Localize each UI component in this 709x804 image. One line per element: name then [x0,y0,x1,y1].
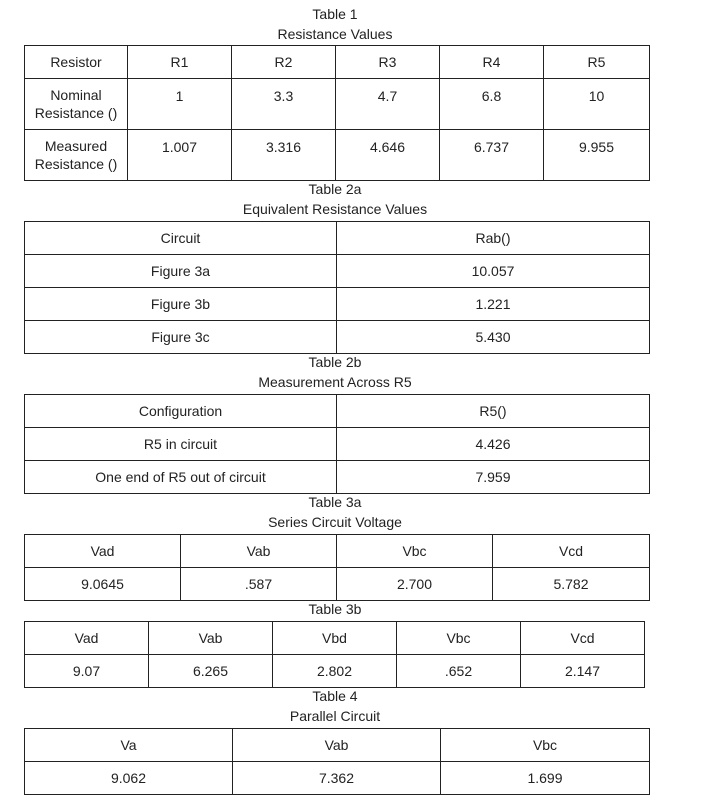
table3a-subtitle: Series Circuit Voltage [268,514,402,530]
cell: 5.430 [337,321,650,354]
table4-caption: Table 4 [312,688,358,704]
table2a-caption: Table 2a [308,181,362,197]
table2b-measurement-r5 [24,394,650,494]
table-row [25,222,650,255]
cell: 2.802 [273,655,397,688]
header-cell: Vad [25,622,149,655]
cell: 2.700 [337,568,493,601]
cell: 2.147 [521,655,645,688]
table2a-equivalent-resistance [24,221,650,354]
table-row [25,762,650,795]
header-cell: R3 [336,46,440,79]
cell: R5 in circuit [25,428,337,461]
table3b-caption: Table 3b [308,601,362,617]
table-row [25,395,650,428]
table-row [25,622,645,655]
header-cell: R5 [544,46,650,79]
table2a-subtitle: Equivalent Resistance Values [242,201,428,217]
cell: 4.7 [336,79,440,130]
table-row [25,130,650,181]
cell: 4.646 [336,130,440,181]
cell: .587 [181,568,337,601]
cell: 6.737 [440,130,544,181]
cell: 10.057 [337,255,650,288]
cell: 1.007 [128,130,232,181]
header-cell: R5() [337,395,650,428]
header-cell: Vbc [397,622,521,655]
header-cell: Va [25,729,233,762]
table-row [25,321,650,354]
table3a-caption: Table 3a [308,494,362,510]
cell: 4.426 [337,428,650,461]
table-row [25,461,650,494]
table-row [25,428,650,461]
cell: 1 [128,79,232,130]
table-row [25,288,650,321]
cell: 9.955 [544,130,650,181]
table1-caption: Table 1 [312,6,358,22]
cell: Figure 3a [25,255,337,288]
header-cell: Circuit [25,222,337,255]
header-cell: Rab() [337,222,650,255]
table-row [25,79,650,130]
header-cell: Vad [25,535,181,568]
cell: .652 [397,655,521,688]
header-cell: Vab [149,622,273,655]
table-row [25,535,650,568]
header-cell: Vbd [273,622,397,655]
table4-subtitle: Parallel Circuit [289,708,381,724]
table-row [25,46,650,79]
table4-parallel-circuit [24,728,650,795]
cell: 6.265 [149,655,273,688]
cell: 1.699 [441,762,650,795]
header-cell: Vab [233,729,441,762]
table1-subtitle: Resistance Values [277,26,393,42]
cell: 7.959 [337,461,650,494]
cell: 9.0645 [25,568,181,601]
cell: 6.8 [440,79,544,130]
cell: 9.062 [25,762,233,795]
table3a-series-voltage [24,534,650,601]
cell: 1.221 [337,288,650,321]
row-label: Measured Resistance () [25,130,128,181]
table-row [25,568,650,601]
table2b-caption: Table 2b [308,354,362,370]
cell: 3.316 [232,130,336,181]
header-cell: Resistor [25,46,128,79]
header-cell: Configuration [25,395,337,428]
cell: 5.782 [493,568,650,601]
table2b-subtitle: Measurement Across R5 [258,374,412,390]
header-cell: R1 [128,46,232,79]
cell: One end of R5 out of circuit [25,461,337,494]
header-cell: R2 [232,46,336,79]
cell: Figure 3b [25,288,337,321]
cell: Figure 3c [25,321,337,354]
table-row [25,255,650,288]
table-row [25,729,650,762]
cell: 9.07 [25,655,149,688]
cell: 10 [544,79,650,130]
header-cell: R4 [440,46,544,79]
header-cell: Vcd [493,535,650,568]
table-row [25,655,645,688]
header-cell: Vcd [521,622,645,655]
row-label: Nominal Resistance () [25,79,128,130]
header-cell: Vbc [337,535,493,568]
table3b-voltage [24,621,645,688]
table1-resistance-values [24,45,650,181]
header-cell: Vbc [441,729,650,762]
cell: 7.362 [233,762,441,795]
cell: 3.3 [232,79,336,130]
header-cell: Vab [181,535,337,568]
